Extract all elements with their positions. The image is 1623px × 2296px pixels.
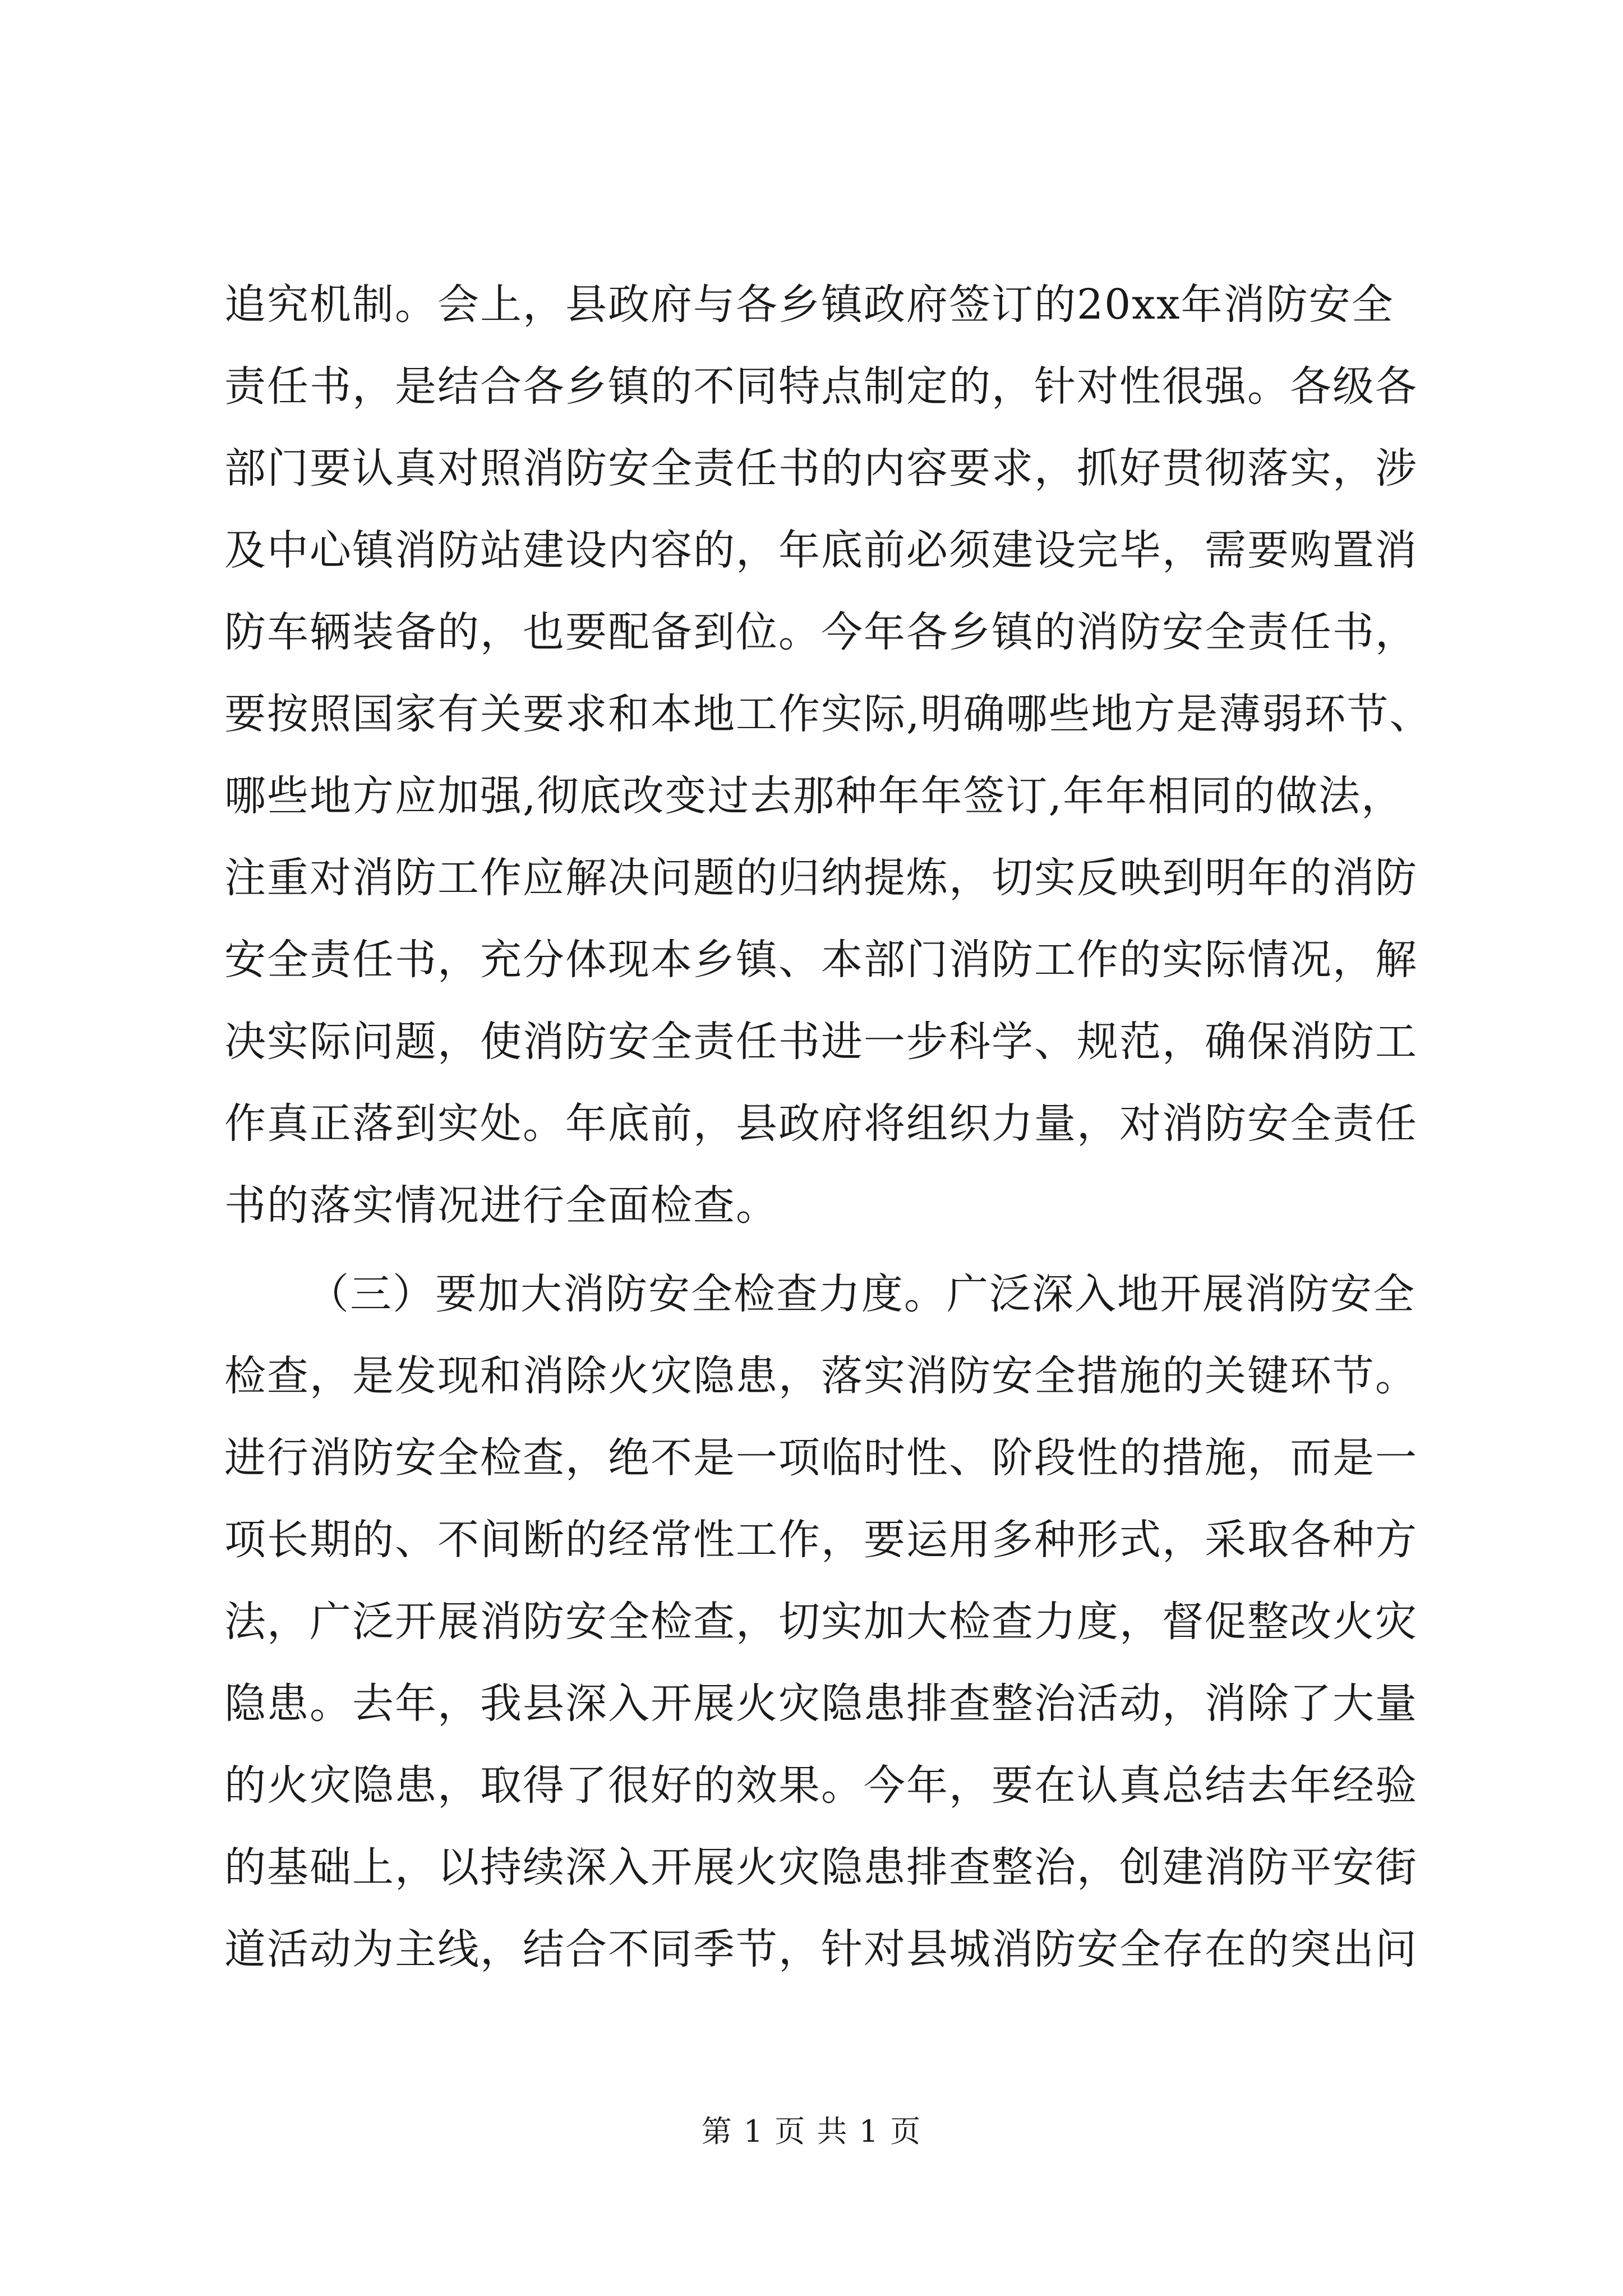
text-line: 道活动为主线，结合不同季节，针对县城消防安全存在的突出问 <box>224 1925 1418 1973</box>
document-body <box>224 264 1432 1990</box>
text-line: 检查，是发现和消除火灾隐患，落实消防安全措施的关键环节。 <box>224 1352 1418 1400</box>
text-line: 的基础上，以持续深入开展火灾隐患排查整治，创建消防平安街 <box>224 1843 1418 1892</box>
text-line: （三）要加大消防安全检查力度。广泛深入地开展消防安全 <box>307 1270 1415 1318</box>
page-number-label: 第 1 页 共 1 页 <box>701 2114 922 2149</box>
page-footer <box>0 2112 1623 2151</box>
text-line: 项长期的、不间断的经常性工作，要运用多种形式，采取各种方 <box>224 1516 1418 1564</box>
text-line: 书的落实情况进行全面检查。 <box>224 1181 778 1230</box>
text-line: 追究机制。会上，县政府与各乡镇政府签订的20xx年消防安全 <box>224 280 1394 329</box>
text-line: 安全责任书，充分体现本乡镇、本部门消防工作的实际情况，解 <box>224 936 1418 984</box>
text-line: 法，广泛开展消防安全检查，切实加大检查力度，督促整改火灾 <box>224 1598 1418 1646</box>
text-line: 部门要认真对照消防安全责任书的内容要求，抓好贯彻落实，涉 <box>224 444 1418 493</box>
text-line: 注重对消防工作应解决问题的归纳提炼，切实反映到明年的消防 <box>224 854 1418 902</box>
text-line: 哪些地方应加强,彻底改变过去那种年年签订,年年相同的做法， <box>224 772 1404 820</box>
text-line: 作真正落到实处。年底前，县政府将组织力量，对消防安全责任 <box>224 1099 1418 1148</box>
text-line: 责任书，是结合各乡镇的不同特点制定的，针对性很强。各级各 <box>224 362 1418 411</box>
text-line: 进行消防安全检查，绝不是一项临时性、阶段性的措施，而是一 <box>224 1434 1418 1482</box>
paragraph-gap <box>224 1246 1402 1253</box>
paragraph-1 <box>224 264 1432 1246</box>
text-line: 决实际问题，使消防安全责任书进一步科学、规范，确保消防工 <box>224 1018 1418 1066</box>
text-line: 的火灾隐患，取得了很好的效果。今年，要在认真总结去年经验 <box>224 1761 1418 1810</box>
paragraph-2 <box>224 1253 1418 1990</box>
text-line: 防车辆装备的，也要配备到位。今年各乡镇的消防安全责任书， <box>224 608 1418 656</box>
text-line: 及中心镇消防站建设内容的，年底前必须建设完毕，需要购置消 <box>224 526 1418 574</box>
text-line: 隐患。去年，我县深入开展火灾隐患排查整治活动，消除了大量 <box>224 1680 1418 1728</box>
text-line: 要按照国家有关要求和本地工作实际,明确哪些地方是薄弱环节、 <box>224 690 1432 738</box>
